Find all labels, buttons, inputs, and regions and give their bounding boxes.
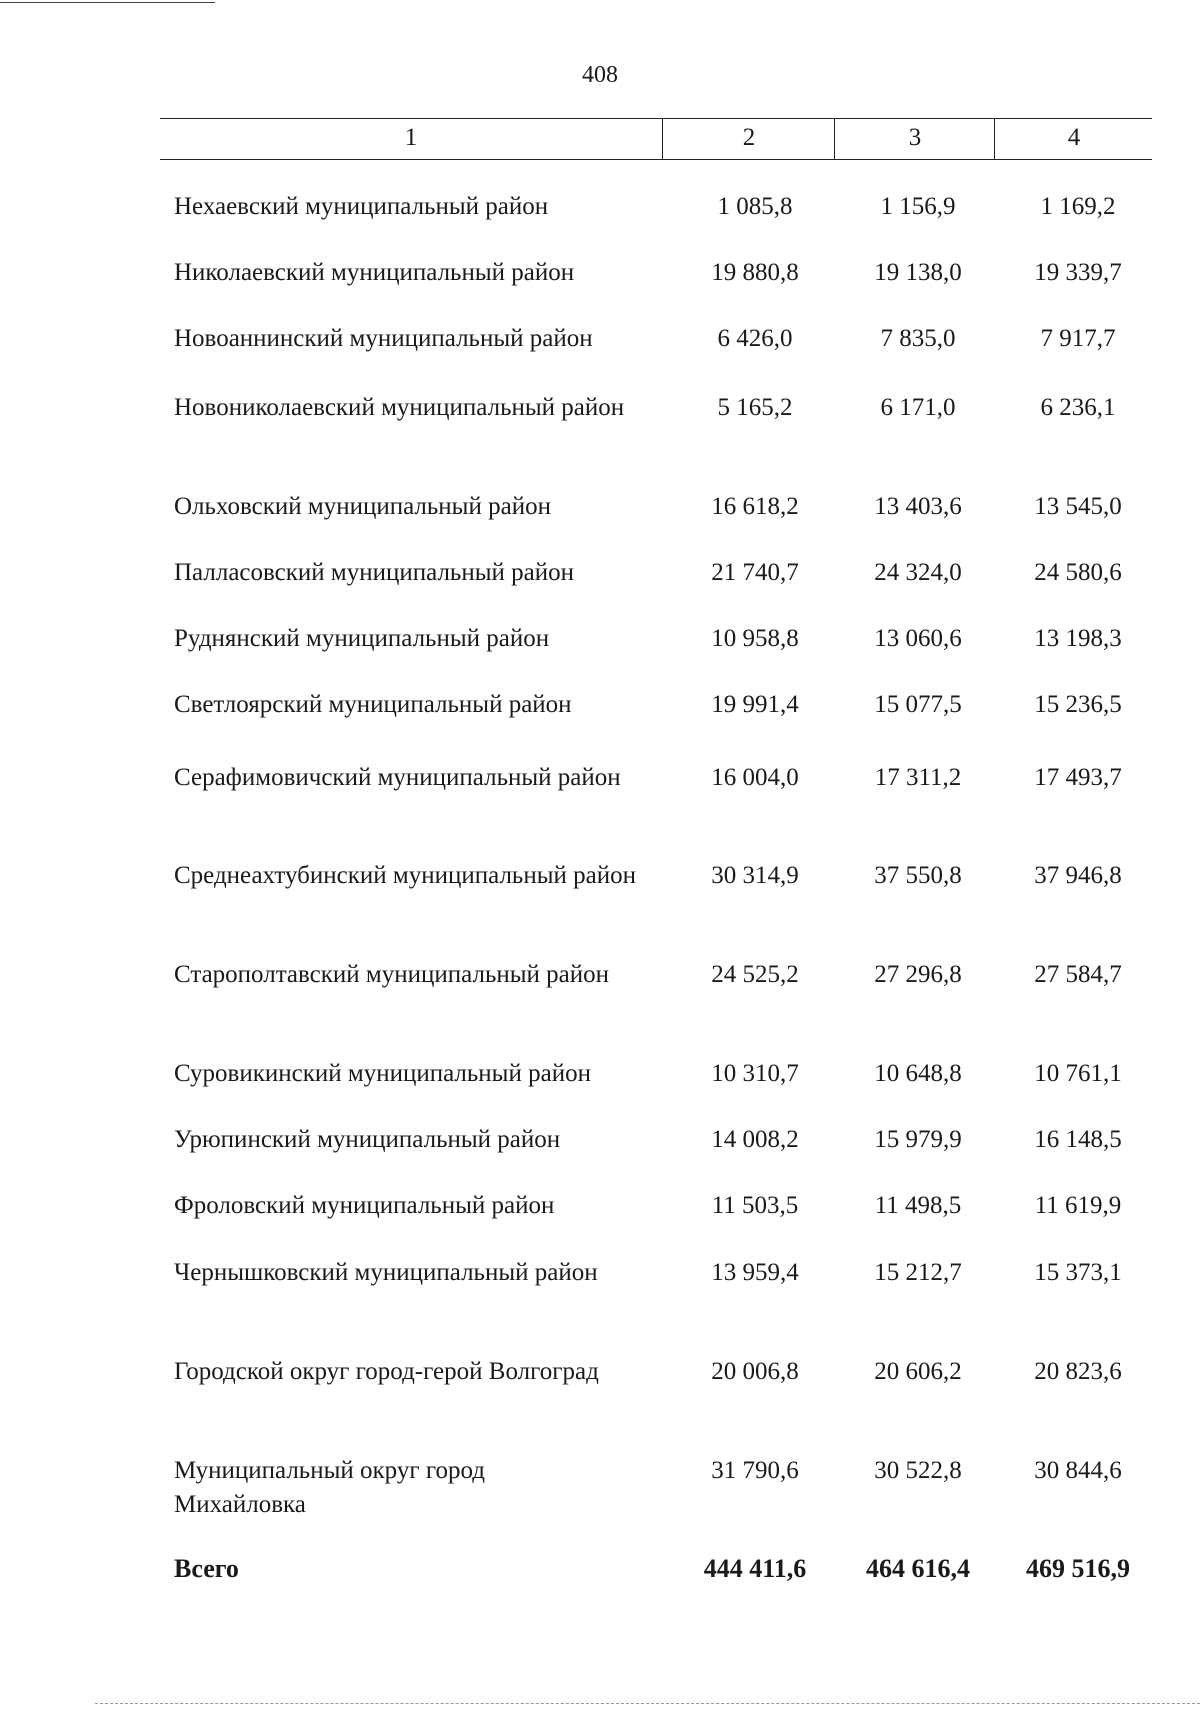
value-col-4: 11 619,9 xyxy=(1034,1192,1122,1219)
value-col-2: 10 958,8 xyxy=(711,625,799,652)
value-col-4: 24 580,6 xyxy=(1034,559,1122,586)
value-col-4: 16 148,5 xyxy=(1034,1126,1122,1153)
header-col-4: 4 xyxy=(994,119,1153,159)
value-col-4: 6 236,1 xyxy=(1040,394,1116,421)
value-col-4: 20 823,6 xyxy=(1034,1358,1122,1385)
total-label: Всего xyxy=(174,1554,239,1583)
value-col-3: 30 522,8 xyxy=(874,1457,962,1484)
value-col-2: 30 314,9 xyxy=(711,862,799,889)
value-col-3: 15 979,9 xyxy=(874,1126,962,1153)
page-number: 408 xyxy=(582,62,618,88)
value-col-2: 16 618,2 xyxy=(711,493,799,520)
district-name: Муниципальный округ город Михайловка xyxy=(174,1457,485,1518)
district-name: Новоаннинский муниципальный район xyxy=(174,325,593,352)
value-col-2: 10 310,7 xyxy=(711,1060,799,1087)
value-col-2: 20 006,8 xyxy=(711,1358,799,1385)
value-col-3: 19 138,0 xyxy=(874,259,962,286)
value-col-2: 5 165,2 xyxy=(717,394,793,421)
value-col-4: 1 169,2 xyxy=(1040,193,1116,220)
value-col-4: 13 545,0 xyxy=(1034,493,1122,520)
district-name: Старополтавский муниципальный район xyxy=(174,961,609,988)
district-name: Николаевский муниципальный район xyxy=(174,259,575,286)
scan-edge-line xyxy=(0,2,215,3)
value-col-4: 37 946,8 xyxy=(1034,862,1122,889)
district-name: Городской округ город-герой Волгоград xyxy=(174,1358,599,1385)
value-col-4: 27 584,7 xyxy=(1034,961,1122,988)
value-col-2: 19 991,4 xyxy=(711,691,799,718)
district-name: Урюпинский муниципальный район xyxy=(174,1126,561,1153)
value-col-4: 10 761,1 xyxy=(1034,1060,1122,1087)
value-col-2: 1 085,8 xyxy=(717,193,793,220)
value-col-4: 30 844,6 xyxy=(1034,1457,1122,1484)
value-col-4: 19 339,7 xyxy=(1034,259,1122,286)
header-col-2: 2 xyxy=(662,119,835,159)
district-name: Ольховский муниципальный район xyxy=(174,493,551,520)
value-col-3: 15 212,7 xyxy=(874,1259,962,1286)
total-col-3: 464 616,4 xyxy=(866,1554,970,1583)
value-col-3: 7 835,0 xyxy=(880,325,956,352)
value-col-3: 37 550,8 xyxy=(874,862,962,889)
district-name: Новониколаевский муниципальный район xyxy=(174,394,625,421)
district-name: Светлоярский муниципальный район xyxy=(174,691,572,718)
value-col-2: 13 959,4 xyxy=(711,1259,799,1286)
value-col-4: 15 236,5 xyxy=(1034,691,1122,718)
district-name: Суровикинский муниципальный район xyxy=(174,1060,591,1087)
district-name: Чернышковский муниципальный район xyxy=(174,1259,598,1286)
total-col-4: 469 516,9 xyxy=(1026,1554,1130,1583)
value-col-4: 7 917,7 xyxy=(1040,325,1116,352)
value-col-3: 20 606,2 xyxy=(874,1358,962,1385)
value-col-3: 27 296,8 xyxy=(874,961,962,988)
value-col-4: 17 493,7 xyxy=(1034,764,1122,791)
district-name: Нехаевский муниципальный район xyxy=(174,193,549,220)
value-col-3: 1 156,9 xyxy=(880,193,956,220)
value-col-3: 13 060,6 xyxy=(874,625,962,652)
value-col-2: 14 008,2 xyxy=(711,1126,799,1153)
table-header xyxy=(160,118,1152,160)
value-col-2: 19 880,8 xyxy=(711,259,799,286)
header-col-1: 1 xyxy=(404,124,418,151)
value-col-3: 11 498,5 xyxy=(874,1192,962,1219)
value-col-3: 15 077,5 xyxy=(874,691,962,718)
total-col-2: 444 411,6 xyxy=(703,1554,807,1583)
value-col-3: 10 648,8 xyxy=(874,1060,962,1087)
value-col-3: 13 403,6 xyxy=(874,493,962,520)
value-col-2: 6 426,0 xyxy=(717,325,793,352)
district-name: Среднеахтубинский муниципальный район xyxy=(174,862,636,889)
district-name: Руднянский муниципальный район xyxy=(174,625,550,652)
value-col-3: 24 324,0 xyxy=(874,559,962,586)
header-col-3: 3 xyxy=(834,119,995,159)
value-col-3: 6 171,0 xyxy=(880,394,956,421)
district-name: Палласовский муниципальный район xyxy=(174,559,574,586)
value-col-2: 24 525,2 xyxy=(711,961,799,988)
value-col-3: 17 311,2 xyxy=(874,764,962,791)
value-col-2: 16 004,0 xyxy=(711,764,799,791)
value-col-4: 13 198,3 xyxy=(1034,625,1122,652)
value-col-2: 21 740,7 xyxy=(711,559,799,586)
scan-edge-line xyxy=(95,1703,1200,1704)
value-col-2: 11 503,5 xyxy=(711,1192,799,1219)
value-col-2: 31 790,6 xyxy=(711,1457,799,1484)
district-name: Серафимовичский муниципальный район xyxy=(174,764,621,791)
value-col-4: 15 373,1 xyxy=(1034,1259,1122,1286)
district-name: Фроловский муниципальный район xyxy=(174,1192,555,1219)
